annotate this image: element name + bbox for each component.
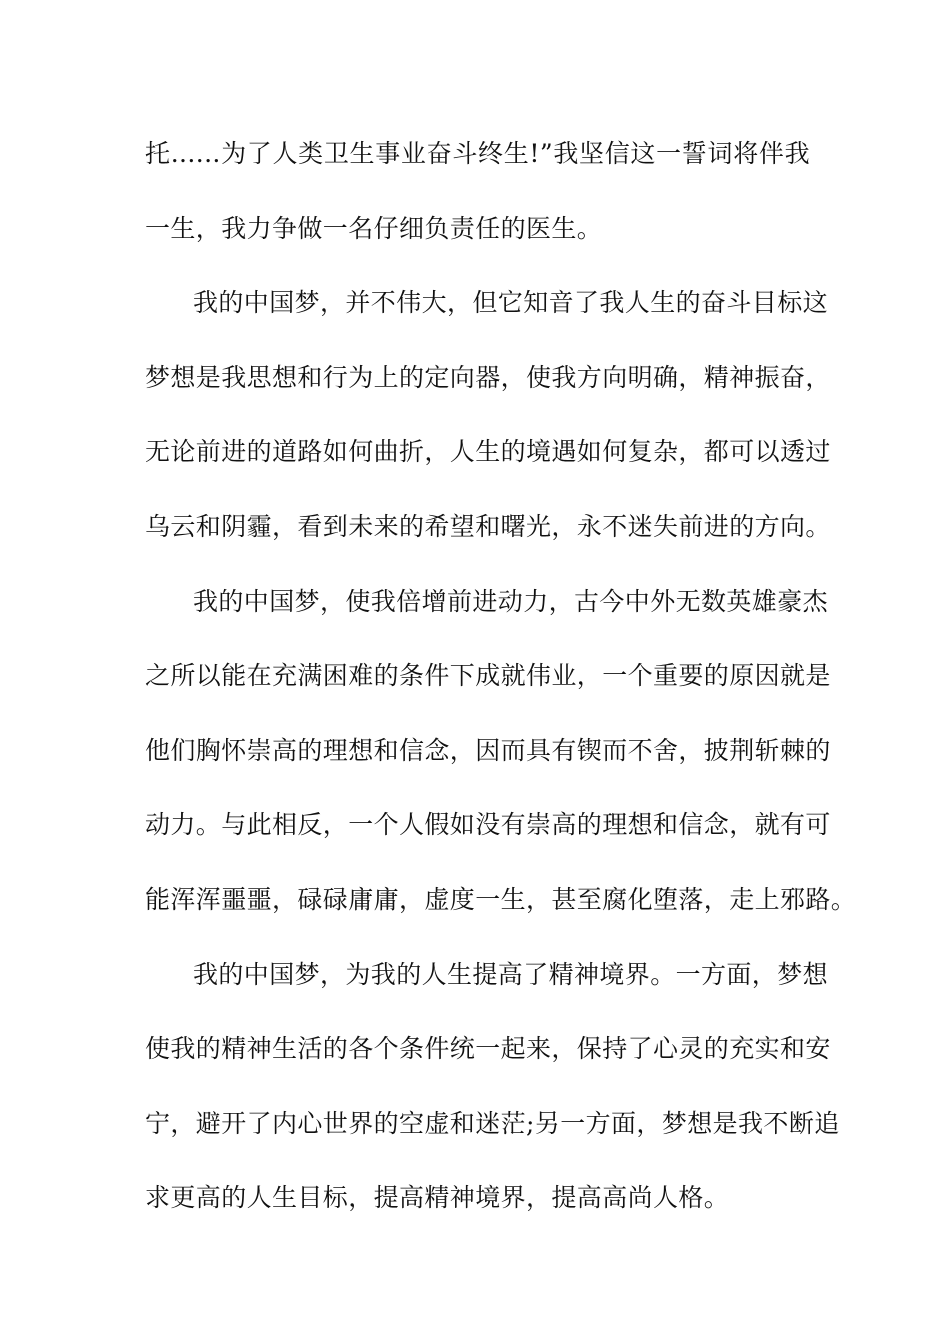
paragraph-first-line: 我的中国梦，并不伟大，但它知音了我人生的奋斗目标这	[193, 288, 829, 318]
text-line: 梦想是我思想和行为上的定向器，使我方向明确，精神振奋，	[145, 362, 831, 392]
text-line: 求更高的人生目标，提高精神境界，提高高尚人格。	[145, 1183, 730, 1213]
text-line: 动力。与此相反，一个人假如没有崇高的理想和信念，就有可	[145, 810, 831, 840]
text-line: 无论前进的道路如何曲折，人生的境遇如何复杂，都可以透过	[145, 437, 831, 467]
text-line: 使我的精神生活的各个条件统一起来，保持了心灵的充实和安	[145, 1034, 831, 1064]
text-line: 宁，避开了内心世界的空虚和迷茫;另一方面，梦想是我不断追	[145, 1108, 840, 1138]
paragraph-first-line: 我的中国梦，使我倍增前进动力，古今中外无数英雄豪杰	[193, 586, 829, 616]
document-body	[145, 126, 857, 1245]
text-line: 他们胸怀崇高的理想和信念，因而具有锲而不舍，披荆斩棘的	[145, 735, 831, 765]
text-line: 乌云和阴霾，看到未来的希望和曙光，永不迷失前进的方向。	[145, 511, 831, 541]
paragraph-first-line: 我的中国梦，为我的人生提高了精神境界。一方面，梦想	[193, 959, 829, 989]
text-line: 之所以能在充满困难的条件下成就伟业，一个重要的原因就是	[145, 661, 831, 691]
text-line: 一生，我力争做一名仔细负责任的医生。	[145, 213, 603, 243]
text-line: 能浑浑噩噩，碌碌庸庸，虚度一生，甚至腐化堕落，走上邪路。	[145, 884, 857, 914]
text-line: 托......为了人类卫生事业奋斗终生!”我坚信这一誓词将伴我	[145, 139, 810, 168]
